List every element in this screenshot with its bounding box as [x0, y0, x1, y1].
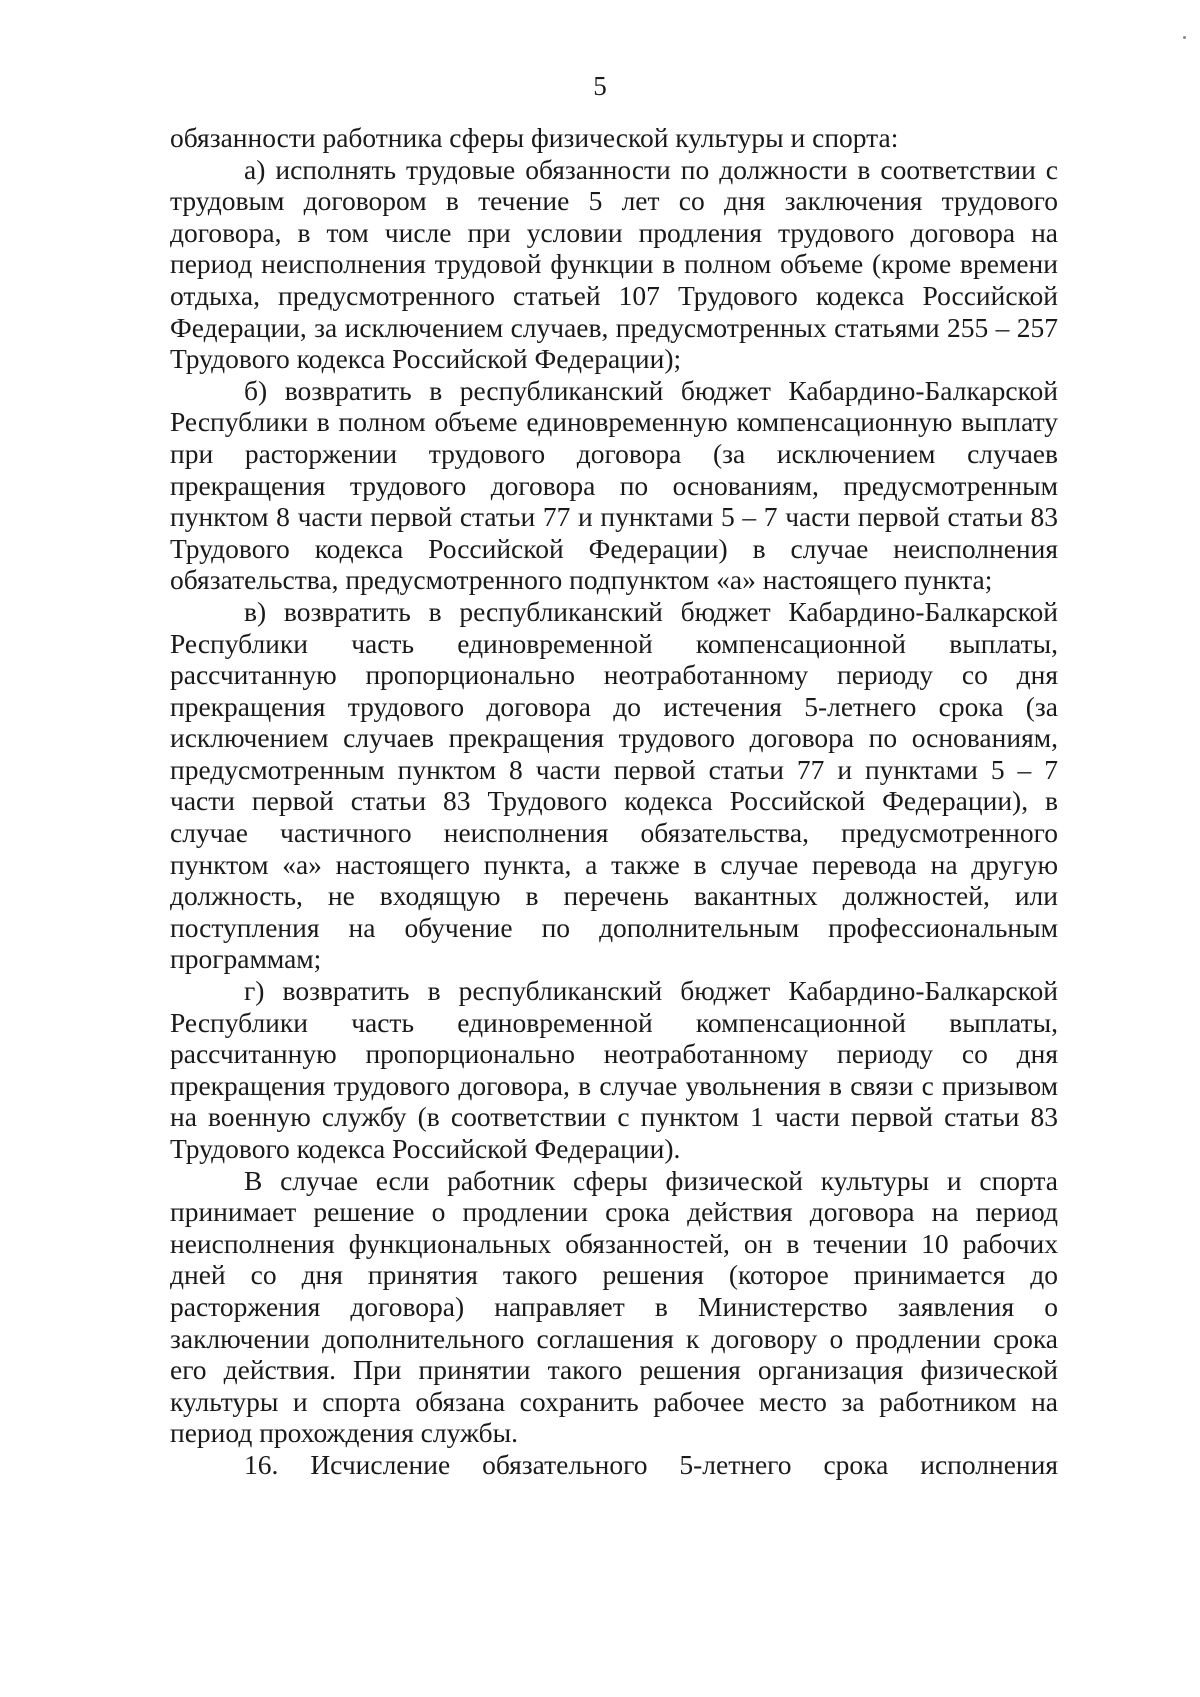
page-number: 5 — [593, 71, 607, 101]
paragraph-item-b: б) возвратить в республиканский бюджет Кабардино-Балкарской Республики в полном объеме единовременную компенсационную выплату при расторжении трудового договора (за исключением случаев прекращения трудового договора по основаниям, предусмотренным пунктом 8 части первой статьи 77 и пунктами 5 – 7 части первой статьи 83 Трудового кодекса Российской Федерации) в случае неисполнения обязательства, предусмотренного подпунктом «а» настоящего пункта; — [170, 374, 1058, 596]
paragraph-item-g: г) возвратить в республиканский бюджет Кабардино-Балкарской Республики часть единовременной компенсационной выплаты, рассчитанную пропорционально неотработанному периоду со дня прекращения трудового договора, в случае увольнения в связи с призывом на военную службу (в соответствии с пунктом 1 части первой статьи 83 Трудового кодекса Российской Федерации). — [170, 975, 1058, 1164]
paragraph-item-v: в) возвратить в республиканский бюджет Кабардино-Балкарской Республики часть единовременной компенсационной выплаты, рассчитанную пропорционально неотработанному периоду со дня прекращения трудового договора до истечения 5-летнего срока (за исключением случаев прекращения трудового договора по основаниям, предусмотренным пунктом 8 части первой статьи 77 и пунктами 5 – 7 части первой статьи 83 Трудового кодекса Российской Федерации), в случае частичного неисполнения обязательства, предусмотренного пунктом «а» настоящего пункта, а также в случае перевода на другую должность, не входящую в перечень вакантных должностей, или поступления на обучение по дополнительным профессиональным программам; — [170, 595, 1058, 975]
paragraph-extension-clause: В случае если работник сферы физической культуры и спорта принимает решение о продлении срока действия договора на период неисполнения функциональных обязанностей, он в течении 10 рабочих дней со дня принятия такого решения (которое принимается до расторжения договора) направляет в Министерство заявления о заключении дополнительного соглашения к договору о продлении срока его действия. При принятии такого решения организация физической культуры и спорта обязана сохранить рабочее место за работником на период прохождения службы. — [170, 1164, 1058, 1449]
paragraph-item-a: а) исполнять трудовые обязанности по должности в соответствии с трудовым договором в течение 5 лет со дня заключения трудового договора, в том числе при условии продления трудового договора на период неисполнения трудовой функции в полном объеме (кроме времени отдыха, предусмотренного статьей 107 Трудового кодекса Российской Федерации, за исключением случаев, предусмотренных статьями 255 – 257 Трудового кодекса Российской Федерации); — [170, 153, 1058, 375]
scan-speck — [1183, 36, 1186, 39]
paragraph-section-16: 16. Исчисление обязательного 5-летнего срока исполнения — [244, 1448, 1058, 1480]
paragraph-continuation: обязанности работника сферы физической культуры и спорта: — [170, 122, 899, 153]
document-body — [170, 122, 1058, 1481]
